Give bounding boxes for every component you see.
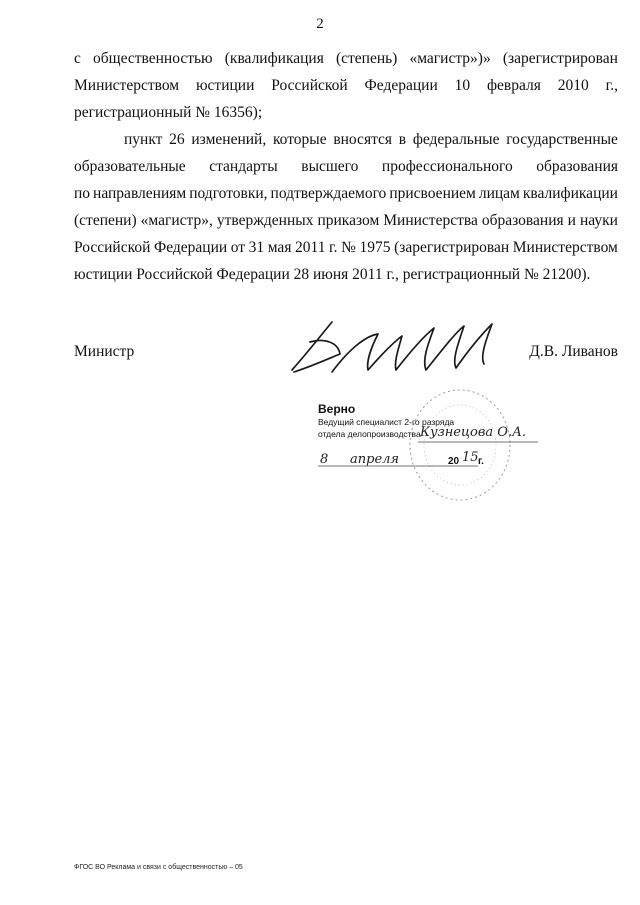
word: утвержденных xyxy=(216,212,314,229)
word: федеральные xyxy=(412,131,500,148)
text-line-7 xyxy=(74,207,618,234)
word: лицам xyxy=(478,185,520,202)
text-line-6 xyxy=(74,180,618,207)
signature-row xyxy=(74,343,618,367)
word: № xyxy=(341,239,356,256)
word: вносятся xyxy=(333,131,393,148)
word: государственные xyxy=(506,131,618,148)
word: (квалификация xyxy=(224,50,324,67)
word: стандарты xyxy=(209,158,278,175)
word: Российской xyxy=(271,77,348,94)
word: в xyxy=(398,131,407,148)
word: направлениям xyxy=(93,185,187,202)
cert-year-suffix: 15 xyxy=(462,450,479,465)
word: подготовки, xyxy=(189,185,268,202)
text-line-5 xyxy=(74,153,618,180)
word: Федерации xyxy=(364,77,438,94)
cert-year-prefix: 20 xyxy=(448,456,460,467)
text-line-8 xyxy=(74,234,618,261)
word: присвоением xyxy=(389,185,476,202)
cert-date-day: 8 xyxy=(320,452,329,467)
word: науки xyxy=(579,212,618,229)
word: приказом xyxy=(317,212,380,229)
body-text xyxy=(74,45,618,288)
word: Министерством xyxy=(74,77,180,94)
cert-year-unit: г. xyxy=(478,456,484,467)
word: изменений, xyxy=(191,131,267,148)
word: профессионального xyxy=(381,158,513,175)
word: мая xyxy=(267,239,292,256)
signatory-name: Д.В. Ливанов xyxy=(529,343,618,360)
word: по xyxy=(74,185,91,202)
word: Министерства xyxy=(383,212,478,229)
word: (степень) xyxy=(335,50,398,67)
text-line-2 xyxy=(74,72,618,99)
word: которые xyxy=(272,131,327,148)
word: от xyxy=(230,239,246,256)
certification-title: Верно xyxy=(318,402,356,416)
word: образования xyxy=(536,158,618,175)
signatory-position: Министр xyxy=(74,343,135,360)
word: 1975 xyxy=(359,239,391,256)
word: февраля xyxy=(486,77,541,94)
word: высшего xyxy=(301,158,359,175)
word: «магистр», xyxy=(140,212,213,229)
word: с xyxy=(74,50,81,67)
word: «магистр»)» xyxy=(409,50,491,67)
word: юстиции xyxy=(195,77,255,94)
word: (зарегистрирован xyxy=(502,50,618,67)
word: подтверждаемого xyxy=(270,185,387,202)
text-line-1 xyxy=(74,45,618,72)
word: 10 xyxy=(454,77,471,94)
word: (степени) xyxy=(74,212,137,229)
handwritten-name: Кузнецова О.А. xyxy=(420,425,527,440)
word: 2011 xyxy=(295,239,326,256)
page-number: 2 xyxy=(316,16,324,32)
word: квалификации xyxy=(522,185,618,202)
word: образовательные xyxy=(74,158,186,175)
word: общественностью xyxy=(93,50,213,67)
certification-line-2: отдела делопроизводства xyxy=(318,429,421,439)
word: 26 xyxy=(169,131,185,148)
word: 31 xyxy=(248,239,265,256)
word: пункт xyxy=(124,131,163,148)
word: Министерством xyxy=(512,239,618,256)
word: и xyxy=(567,212,576,229)
word: 2010 xyxy=(557,77,589,94)
text-line-9: юстиции Российской Федерации 28 июня 2011 г., регистрационный № 21200). xyxy=(74,266,591,283)
word: г. xyxy=(329,239,338,256)
word: (зарегистрирован xyxy=(394,239,510,256)
text-line-3: регистрационный № 16356); xyxy=(74,104,263,121)
certification-line-1: Ведущий специалист 2-го разряда xyxy=(318,417,455,427)
cert-date-month: апреля xyxy=(350,452,400,467)
word: г., xyxy=(605,77,618,94)
word: Российской xyxy=(74,239,151,256)
page-footer: ФГОС ВО Реклама и связи с общественностью – 05 xyxy=(74,864,243,871)
word: Федерации xyxy=(153,239,228,256)
word: образования xyxy=(481,212,564,229)
text-line-4 xyxy=(74,126,618,153)
